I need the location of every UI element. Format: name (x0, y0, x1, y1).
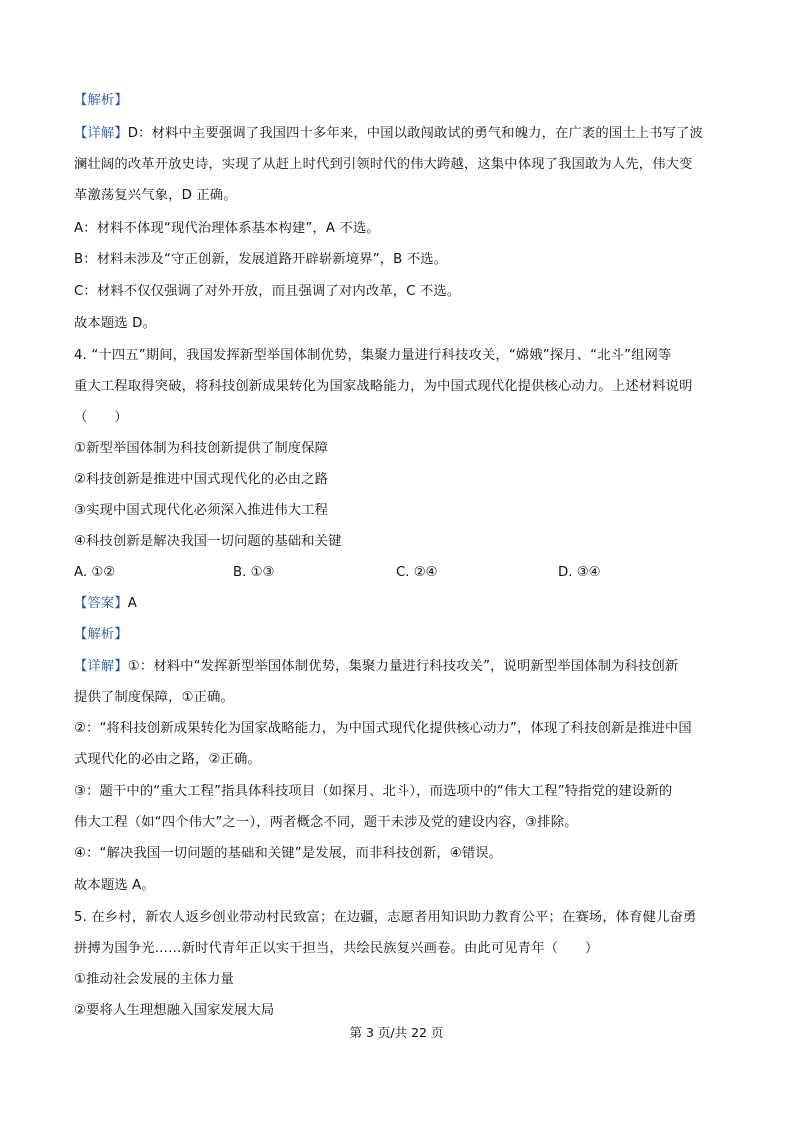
line-text: A (127, 596, 138, 611)
line-text: C：材料不仅仅强调了对外开放，而且强调了对内改革，C 不选。 (74, 284, 461, 299)
text-line (74, 595, 734, 613)
text-line (74, 783, 734, 801)
text-line (74, 689, 734, 707)
line-text: 故本题选 A。 (74, 878, 155, 893)
line-text: ④：“解决我国一切问题的基础和关键”是发展，而非科技创新，④错误。 (74, 846, 503, 861)
text-line (74, 720, 734, 738)
text-line (74, 220, 734, 238)
line-text: ①推动社会发展的主体力量 (74, 972, 234, 987)
text-line (74, 877, 734, 895)
text-line (74, 347, 734, 365)
line-text: A：材料不体现“现代治理体系基本构建”，A 不选。 (74, 221, 380, 236)
line-text: D：材料中主要强调了我国四十多年来，中国以敢闯敢试的勇气和魄力，在广袤的国土上书写了波 (127, 126, 703, 141)
text-line (74, 156, 734, 174)
text-line (74, 971, 734, 989)
text-line (74, 940, 734, 958)
line-text: ②要将人生理想融入国家发展大局 (74, 1003, 275, 1018)
text-line (74, 751, 734, 769)
line-text: 拼搏为国争光……新时代青年正以实干担当，共绘民族复兴画卷。由此可见青年（ ） (74, 941, 599, 956)
section-tag: 【详解】 (74, 126, 128, 141)
line-text: 重大工程取得突破，将科技创新成果转化为国家战略能力，为中国式现代化提供核心动力。上述材料说明 (74, 379, 693, 394)
text-line (74, 502, 734, 520)
text-line (74, 909, 734, 927)
answer-option: B. ①③ (233, 565, 275, 580)
text-line (74, 626, 734, 644)
text-line (74, 440, 734, 458)
line-text: 提供了制度保障，①正确。 (74, 690, 234, 705)
line-text: 式现代化的必由之路，②正确。 (74, 752, 261, 767)
text-line (74, 251, 734, 269)
section-tag: 【解析】 (74, 93, 128, 108)
text-line (74, 533, 734, 551)
text-line (74, 187, 734, 205)
answer-option: C. ②④ (396, 565, 438, 580)
text-line (74, 1002, 734, 1020)
line-text: 革激荡复兴气象，D 正确。 (74, 188, 237, 203)
text-line (74, 283, 734, 301)
section-tag: 【答案】 (74, 596, 128, 611)
line-text: 澜壮阔的改革开放史诗，实现了从赶上时代到引领时代的伟大跨越，这集中体现了我国敢为人先，伟大变 (74, 157, 693, 172)
answer-option: A. ①② (74, 565, 116, 580)
text-line (74, 658, 734, 676)
line-text: ②：“将科技创新成果转化为国家战略能力，为中国式现代化提供核心动力”，体现了科技创新是推进中国 (74, 721, 692, 736)
page-footer: 第 3 页/共 22 页 (349, 1025, 444, 1040)
text-line (74, 315, 734, 333)
line-text: ①：材料中“发挥新型举国体制优势，集聚力量进行科技攻关”，说明新型举国体制为科技创新 (127, 659, 679, 674)
line-text: 故本题选 D。 (74, 316, 156, 331)
text-line (74, 814, 734, 832)
line-text: ②科技创新是推进中国式现代化的必由之路 (74, 472, 329, 487)
text-line (74, 125, 734, 143)
line-text: 伟大工程（如“四个伟大”之一），两者概念不同，题干未涉及党的建设内容，③排除。 (74, 815, 578, 830)
text-line (74, 845, 734, 863)
answer-option: D. ③④ (558, 565, 601, 580)
text-line (74, 409, 734, 427)
line-text: ③实现中国式现代化必须深入推进伟大工程 (74, 503, 329, 518)
line-text: （ ） (74, 410, 128, 425)
line-text: ④科技创新是解决我国一切问题的基础和关键 (74, 534, 342, 549)
text-line (74, 471, 734, 489)
section-tag: 【解析】 (74, 627, 128, 642)
text-line (74, 378, 734, 396)
line-text: ③：题干中的“重大工程”指具体科技项目（如探月、北斗），而选项中的“伟大工程”特指党的建设新的 (74, 784, 673, 799)
line-text: 5. 在乡村，新农人返乡创业带动村民致富；在边疆，志愿者用知识助力教育公平；在赛场，体育健儿奋勇 (74, 910, 697, 925)
text-line (74, 92, 734, 110)
line-text: ①新型举国体制为科技创新提供了制度保障 (74, 441, 329, 456)
line-text: 4. “十四五”期间，我国发挥新型举国体制优势，集聚力量进行科技攻关，“嫦娥”探月、“北斗”组网等 (74, 348, 672, 363)
section-tag: 【详解】 (74, 659, 128, 674)
line-text: B：材料未涉及“守正创新，发展道路开辟崭新境界”，B 不选。 (74, 252, 448, 267)
